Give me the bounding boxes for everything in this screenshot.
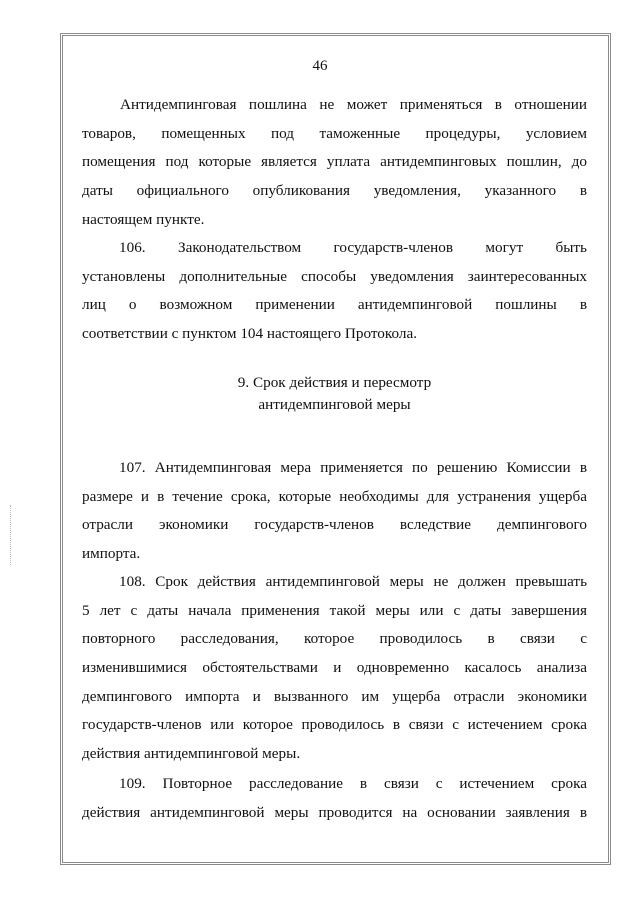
text-line: лиц о возможном применении антидемпинговой пошлины в [82,296,587,314]
text-line: размере и в течение срока, которые необходимы для устранения ущерба [82,487,587,505]
text-line: действия антидемпинговой меры. [82,745,301,763]
text-line: даты официального опубликования уведомления, указанного в [82,182,587,200]
section-heading-line: 9. Срок действия и пересмотр [237,374,432,391]
paragraph-107 [82,454,587,569]
paragraph-106 [82,234,587,349]
text-line: настоящем пункте. [82,210,205,228]
text-line: 5 лет с даты начала применения такой меры или с даты завершения [82,601,587,619]
scan-margin-marks [10,505,13,565]
text-line: демпингового импорта и вызванного им ущерба отрасли экономики [82,687,587,705]
text-line: Антидемпинговая пошлина не может применяться в отношении [120,96,587,113]
text-line: 108. Срок действия антидемпинговой меры не должен превышать [119,573,587,590]
text-line: государств-членов или которое проводилось в связи с истечением срока [82,716,587,734]
paragraph-109 [82,770,587,827]
text-line: импорта. [82,545,141,563]
text-line: 106. Законодательством государств-членов могут быть [119,239,587,256]
text-line: помещения под которые является уплата антидемпинговых пошлин, до [82,153,587,171]
text-line: изменившимися обстоятельствами и одновременно касалось анализа [82,659,587,677]
text-line: 107. Антидемпинговая мера применяется по решению Комиссии в [119,459,587,476]
text-line: установлены дополнительные способы уведомления заинтересованных [82,267,587,285]
section-heading-line: антидемпинговой меры [258,396,411,413]
text-line: отрасли экономики государств-членов вследствие демпингового [82,516,587,534]
paragraph-108 [82,568,587,769]
text-line: повторного расследования, которое проводилось в связи с [82,630,587,648]
page-number: 46 [312,58,328,74]
section-heading [82,372,587,416]
text-line: действия антидемпинговой меры проводится на основании заявления в [82,803,587,821]
text-line: 109. Повторное расследование в связи с истечением срока [119,775,587,792]
text-line: соответствии с пунктом 104 настоящего Протокола. [82,325,418,343]
text-line: товаров, помещенных под таможенные процедуры, условием [82,124,587,142]
paragraph-continuation [82,91,587,234]
